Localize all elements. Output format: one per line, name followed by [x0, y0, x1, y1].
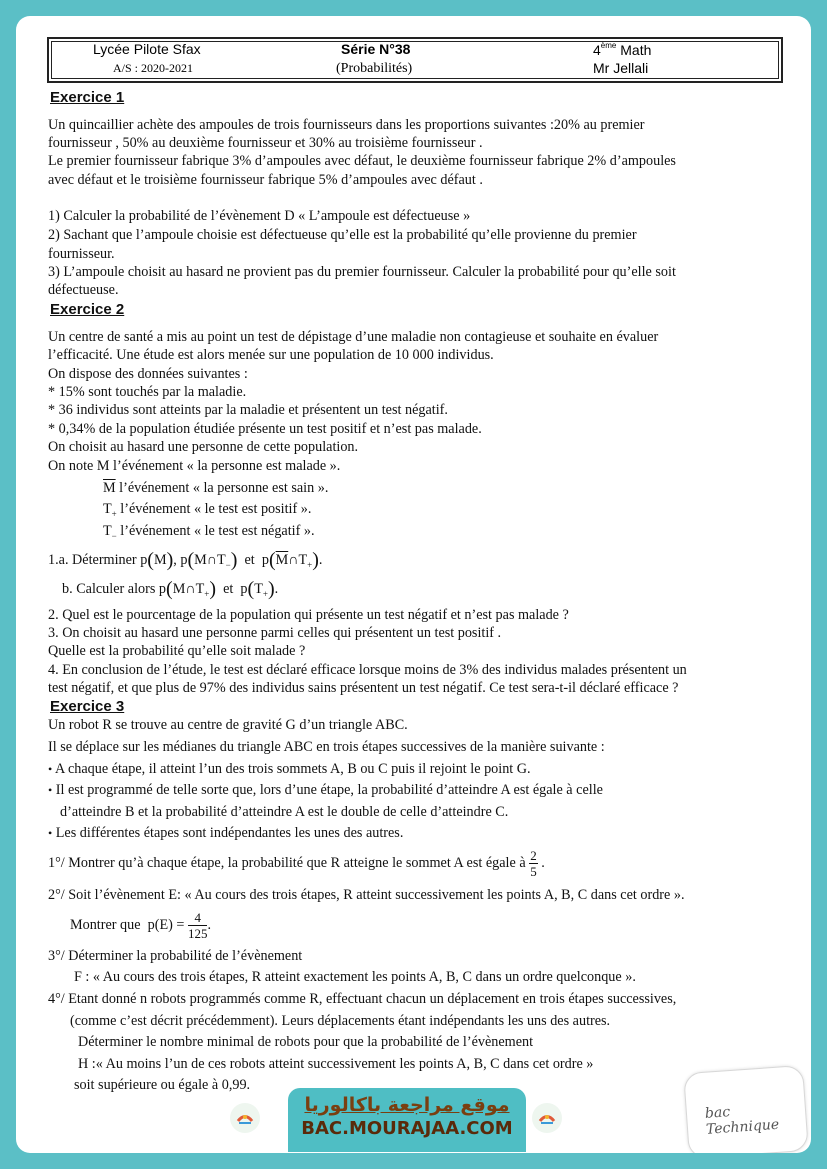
ex1-question-3: 3) L’ampoule choisit au hasard ne provient pas du premier fournisseur. Calculer la probabilité pour qu’elle soit: [48, 264, 676, 280]
ex3-question-4-cont: soit supérieure ou égale à 0,99.: [74, 1077, 251, 1093]
ex1-question-3-cont: défectueuse.: [48, 282, 119, 298]
header-box: [47, 37, 783, 83]
ex1-line: avec défaut et le troisième fournisseur fabrique 5% d’ampoules avec défaut .: [48, 172, 483, 188]
ex3-bullet: • A chaque étape, il atteint l’un des trois sommets A, B ou C puis il rejoint le point G.: [48, 761, 531, 777]
ex3-question-2-cont: Montrer que p(E) = $\frac{4}{125}$ .: [70, 910, 211, 941]
ex3-question-4-cont: H :« Au moins l’un de ces robots atteint successivement les points A, B, C dans cet ordre »: [78, 1056, 594, 1072]
ex2-line: l’efficacité. Une étude est alors menée sur une population de 10 000 individus.: [48, 347, 494, 363]
ex3-question-2: 2°/ Soit l’évènement E: « Au cours des trois étapes, R atteint successivement les points A, B, C dans cet ordre ».: [48, 887, 685, 903]
ex1-question-2-cont: fournisseur.: [48, 246, 115, 262]
ex1-question-1: 1) Calculer la probabilité de l’évènement D « L’ampoule est défectueuse »: [48, 208, 471, 224]
site-banner[interactable]: [288, 1088, 526, 1152]
exercise-2-title: Exercice 2: [50, 301, 125, 318]
ex3-question-4-cont: (comme c’est décrit précédemment). Leurs déplacements étant indépendants les uns des autres.: [70, 1013, 611, 1029]
ex3-question-4: 4°/ Etant donné n robots programmés comme R, effectuant chacun un déplacement en trois étapes successives,: [48, 991, 677, 1007]
event-t-plus: $T_+$ l’événement « le test est positif ».: [103, 501, 312, 519]
serie-number: Série N°38: [341, 41, 411, 57]
ex3-bullet: • Il est programmé de telle sorte que, lors d’une étape, la probabilité d’atteindre A est égale à celle: [48, 782, 603, 798]
site-logo-right: [532, 1103, 562, 1133]
ex3-question-3-cont: F : « Au cours des trois étapes, R atteint exactement les points A, B, C dans un ordre quelconque ».: [74, 969, 636, 985]
exercise-1-title: Exercice 1: [50, 89, 125, 106]
ex1-line: Le premier fournisseur fabrique 3% d’ampoules avec défaut, le deuxième fournisseur fabrique 2% d’ampoules: [48, 153, 676, 169]
ex3-bullet-cont: d’atteindre B et la probabilité d’atteindre A est le double de celle d’atteindre C.: [60, 804, 509, 820]
ex2-question-3-cont: Quelle est la probabilité qu’elle soit malade ?: [48, 643, 306, 659]
school-year: A/S : 2020-2021: [113, 61, 194, 75]
event-t-minus: $T_-$ l’événement « le test est négatif ».: [103, 523, 315, 541]
ex1-question-2: 2) Sachant que l’ampoule choisie est défectueuse qu’elle est la probabilité qu’elle provienne du premier: [48, 227, 637, 243]
exercise-3-title: Exercice 3: [50, 698, 125, 715]
event-m-bar: $\overline{M}$ l’événement « la personne est sain ».: [103, 480, 329, 496]
ex2-line: * 15% sont touchés par la maladie.: [48, 384, 247, 400]
ex2-question-4: 4. En conclusion de l’étude, le test est déclaré efficace lorsque moins de 3% des individus malades présentent un: [48, 662, 687, 678]
ex3-bullet: • Les différentes étapes sont indépendantes les unes des autres.: [48, 825, 404, 841]
teacher-name: Mr Jellali: [593, 60, 649, 76]
ex2-line: * 36 individus sont atteints par la maladie et présentent un test négatif.: [48, 402, 448, 418]
ex2-question-1a: 1.a. Déterminer p(M), $p(M\cap T_-)$ et $p(\overline{M}\cap T_+)$.: [48, 549, 323, 571]
ex2-question-3: 3. On choisit au hasard une personne parmi celles qui présentent un test positif .: [48, 625, 502, 641]
class-level: 4ème Math: [593, 41, 652, 58]
ex3-question-4-cont: Déterminer le nombre minimal de robots pour que la probabilité de l’évènement: [78, 1034, 534, 1050]
ex2-line: * 0,34% de la population étudiée présente un test positif et n’est pas malade.: [48, 421, 482, 437]
ex2-line: On choisit au hasard une personne de cette population.: [48, 439, 359, 455]
school-name: Lycée Pilote Sfax: [93, 41, 201, 57]
ex1-line: Un quincaillier achète des ampoules de trois fournisseurs dans les proportions suivantes :20% au premier: [48, 117, 645, 133]
ex1-line: fournisseur , 50% au deuxième fournisseur et 30% au troisième fournisseur .: [48, 135, 483, 151]
ex2-question-1b: b. Calculer alors $p(M\cap T_+)$ et $p(T_+)$.: [62, 578, 279, 600]
ex3-line: Un robot R se trouve au centre de gravité G d’un triangle ABC.: [48, 717, 408, 733]
site-logo-left: [230, 1103, 260, 1133]
bac-technique-stamp: bac Technique: [683, 1065, 809, 1153]
ex2-line: On dispose des données suivantes :: [48, 366, 248, 382]
ex2-line: On note M l’événement « la personne est malade ».: [48, 458, 341, 474]
site-banner-url[interactable]: BAC.MOURAJAA.COM: [301, 1118, 513, 1139]
site-banner-arabic: موقع مراجعة باكالوريا: [304, 1094, 510, 1116]
ex2-question-4-cont: test négatif, et que plus de 97% des individus sains présentent un test négatif. Ce test sera-t-il déclaré efficace ?: [48, 680, 679, 696]
serie-subject: (Probabilités): [336, 61, 413, 76]
ex3-question-1: 1°/ Montrer qu’à chaque étape, la probabilité que R atteigne le sommet A est égale à $\frac{2}{5}$ .: [48, 848, 545, 879]
document-page: [16, 16, 811, 1153]
ex2-line: Un centre de santé a mis au point un test de dépistage d’une maladie non contagieuse et souhaite en évaluer: [48, 329, 659, 345]
ex3-line: Il se déplace sur les médianes du triangle ABC en trois étapes successives de la manière suivante :: [48, 739, 605, 755]
ex3-question-3: 3°/ Déterminer la probabilité de l’évènement: [48, 948, 303, 964]
ex2-question-2: 2. Quel est le pourcentage de la population qui présente un test négatif et n’est pas malade ?: [48, 607, 569, 623]
